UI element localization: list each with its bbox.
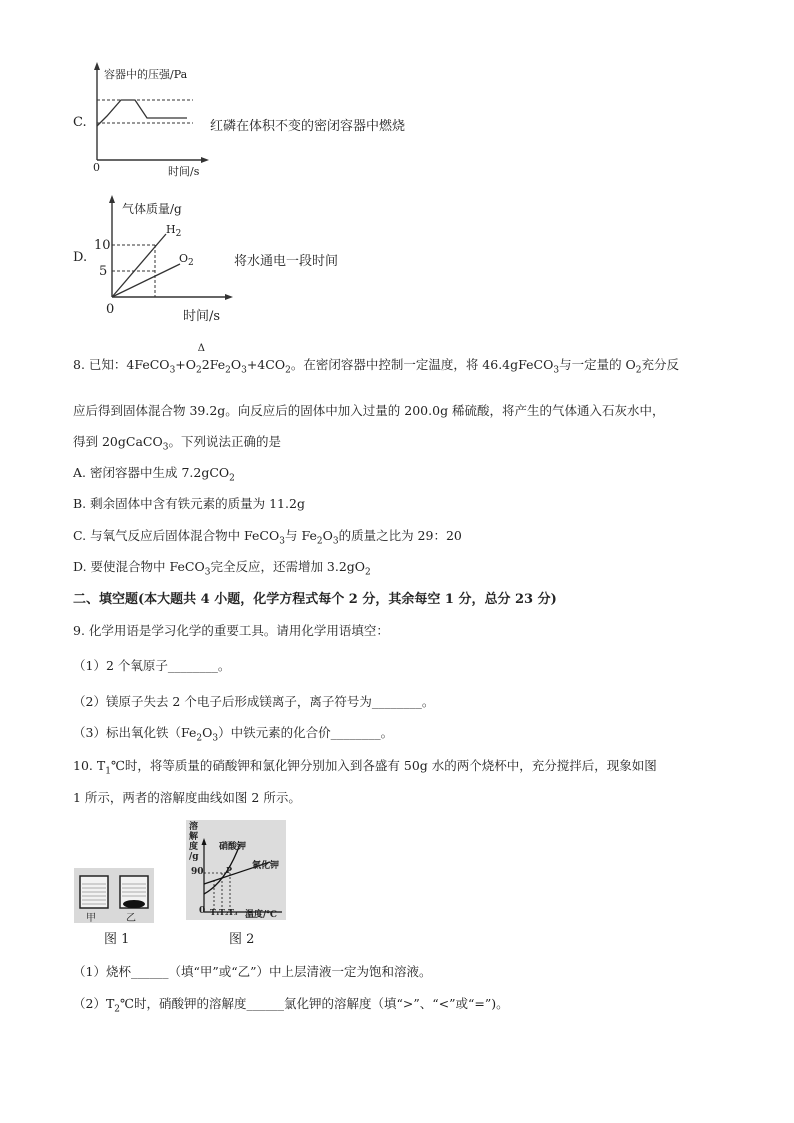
figure-2-series-a: 硝酸钾 (219, 842, 247, 852)
question-10-line2: 1 所示，两者的溶解度曲线如图 2 所示。 (73, 790, 301, 805)
question-10-part-1: （1）烧杯______（填“甲”或“乙”）中上层清液一定为饱和溶液。 (73, 964, 432, 979)
option-d-xlabel: 时间/s (183, 309, 221, 324)
question-10-line1: 10. $T_1℃$时，将等质量的硝酸钾和氯化钾分别加入到各盛有 50g 水的两个烧杯中，充分搅拌后，现象如图 (73, 758, 657, 777)
question-9-part-3: （3）标出氧化铁$(Fe_2O_3)$中铁元素的化合价________。 (73, 725, 394, 744)
question-10-part-2: $(2)T_2℃$时，硝酸钾的溶解度______氯化钾的溶解度（填“>”、“<”或“=”)。 (73, 996, 509, 1015)
option-d-description: 将水通电一段时间 (234, 254, 339, 269)
option-c-xlabel: 时间/s (168, 165, 200, 178)
question-8-option-c: C. 与氧气反应后固体混合物中 FeCO$_3$与 $Fe_2O_3$的质量之比为 29：20 (73, 528, 462, 547)
figure-2-xlabel: 温度/℃ (245, 910, 278, 920)
option-d-ylabel: 气体质量/g (122, 202, 182, 216)
beaker-b-label: 乙 (126, 913, 136, 924)
figure-2-xtick-1: T₁ (210, 907, 220, 917)
question-8-option-b: B. 剩余固体中含有铁元素的质量为 11.2g (73, 496, 305, 511)
section-2-heading: 二、填空题(本大题共 4 小题，化学方程式每个 2 分，其余每空 1 分，总分 23 分) (73, 592, 557, 607)
beaker-b (120, 876, 148, 908)
option-c-ylabel: 容器中的压强/Pa (104, 68, 188, 81)
figure-2-point: P (226, 865, 233, 875)
figure-2-xtick-3: T₃ (228, 907, 238, 917)
figure-2-origin: 0 (199, 906, 206, 916)
question-8-line1: 8. 已知：$4FeCO_3+O_2$ Δ $2Fe_2O_3+4CO_2$。在密闭容器中控制一定温度，将 46.4gFeCO$_3$与一定量的 $O_2$充分反 (73, 343, 680, 376)
beaker-a (80, 876, 108, 908)
question-8-option-d: D. 要使混合物中 FeCO$_3$完全反应，还需增加 $3.2gO_2$ (73, 559, 371, 578)
series-h2-label: $H_2$ (166, 223, 182, 240)
series-o2-label: $O_2$ (179, 252, 194, 269)
figure-1-caption: 图 1 (104, 932, 130, 947)
beaker-a-label: 甲 (86, 913, 96, 924)
question-9-stem: 9. 化学用语是学习化学的重要工具。请用化学用语填空： (73, 623, 389, 638)
figure-2-xtick-2: T₂ (219, 907, 229, 917)
figure-2-series-b: 氯化钾 (252, 861, 280, 871)
figure-2-tick-90: 90 (191, 867, 204, 877)
question-9-part-1: （1）2 个氧原子________。 (73, 658, 231, 673)
option-c-origin: 0 (93, 161, 100, 174)
option-d-tick-5: 5 (99, 264, 108, 279)
option-c-description: 红磷在体积不变的密闭容器中燃烧 (210, 119, 406, 134)
figure-2-caption: 图 2 (229, 932, 255, 947)
heat-symbol: Δ (197, 343, 205, 354)
option-d-label: D. (73, 250, 88, 265)
question-8-option-a: A. 密闭容器中生成 7.2gCO$_2$ (73, 465, 235, 484)
question-9-part-2: （2）镁原子失去 2 个电子后形成镁离子，离子符号为________。 (73, 694, 435, 709)
option-d-origin: 0 (106, 302, 115, 317)
question-8-line3: 得到 20gCaCO$_3$。下列说法正确的是 (73, 434, 281, 453)
figure-2-ylabel: 溶 解 度 /g (189, 822, 199, 862)
option-c-label: C. (73, 115, 87, 130)
question-8-line2: 应后得到固体混合物 39.2g。向反应后的固体中加入过量的 200.0g 稀硫酸，将产生的气体通入石灰水中， (73, 403, 665, 418)
option-d-tick-10: 10 (94, 238, 111, 253)
undissolved-solid (123, 900, 145, 908)
